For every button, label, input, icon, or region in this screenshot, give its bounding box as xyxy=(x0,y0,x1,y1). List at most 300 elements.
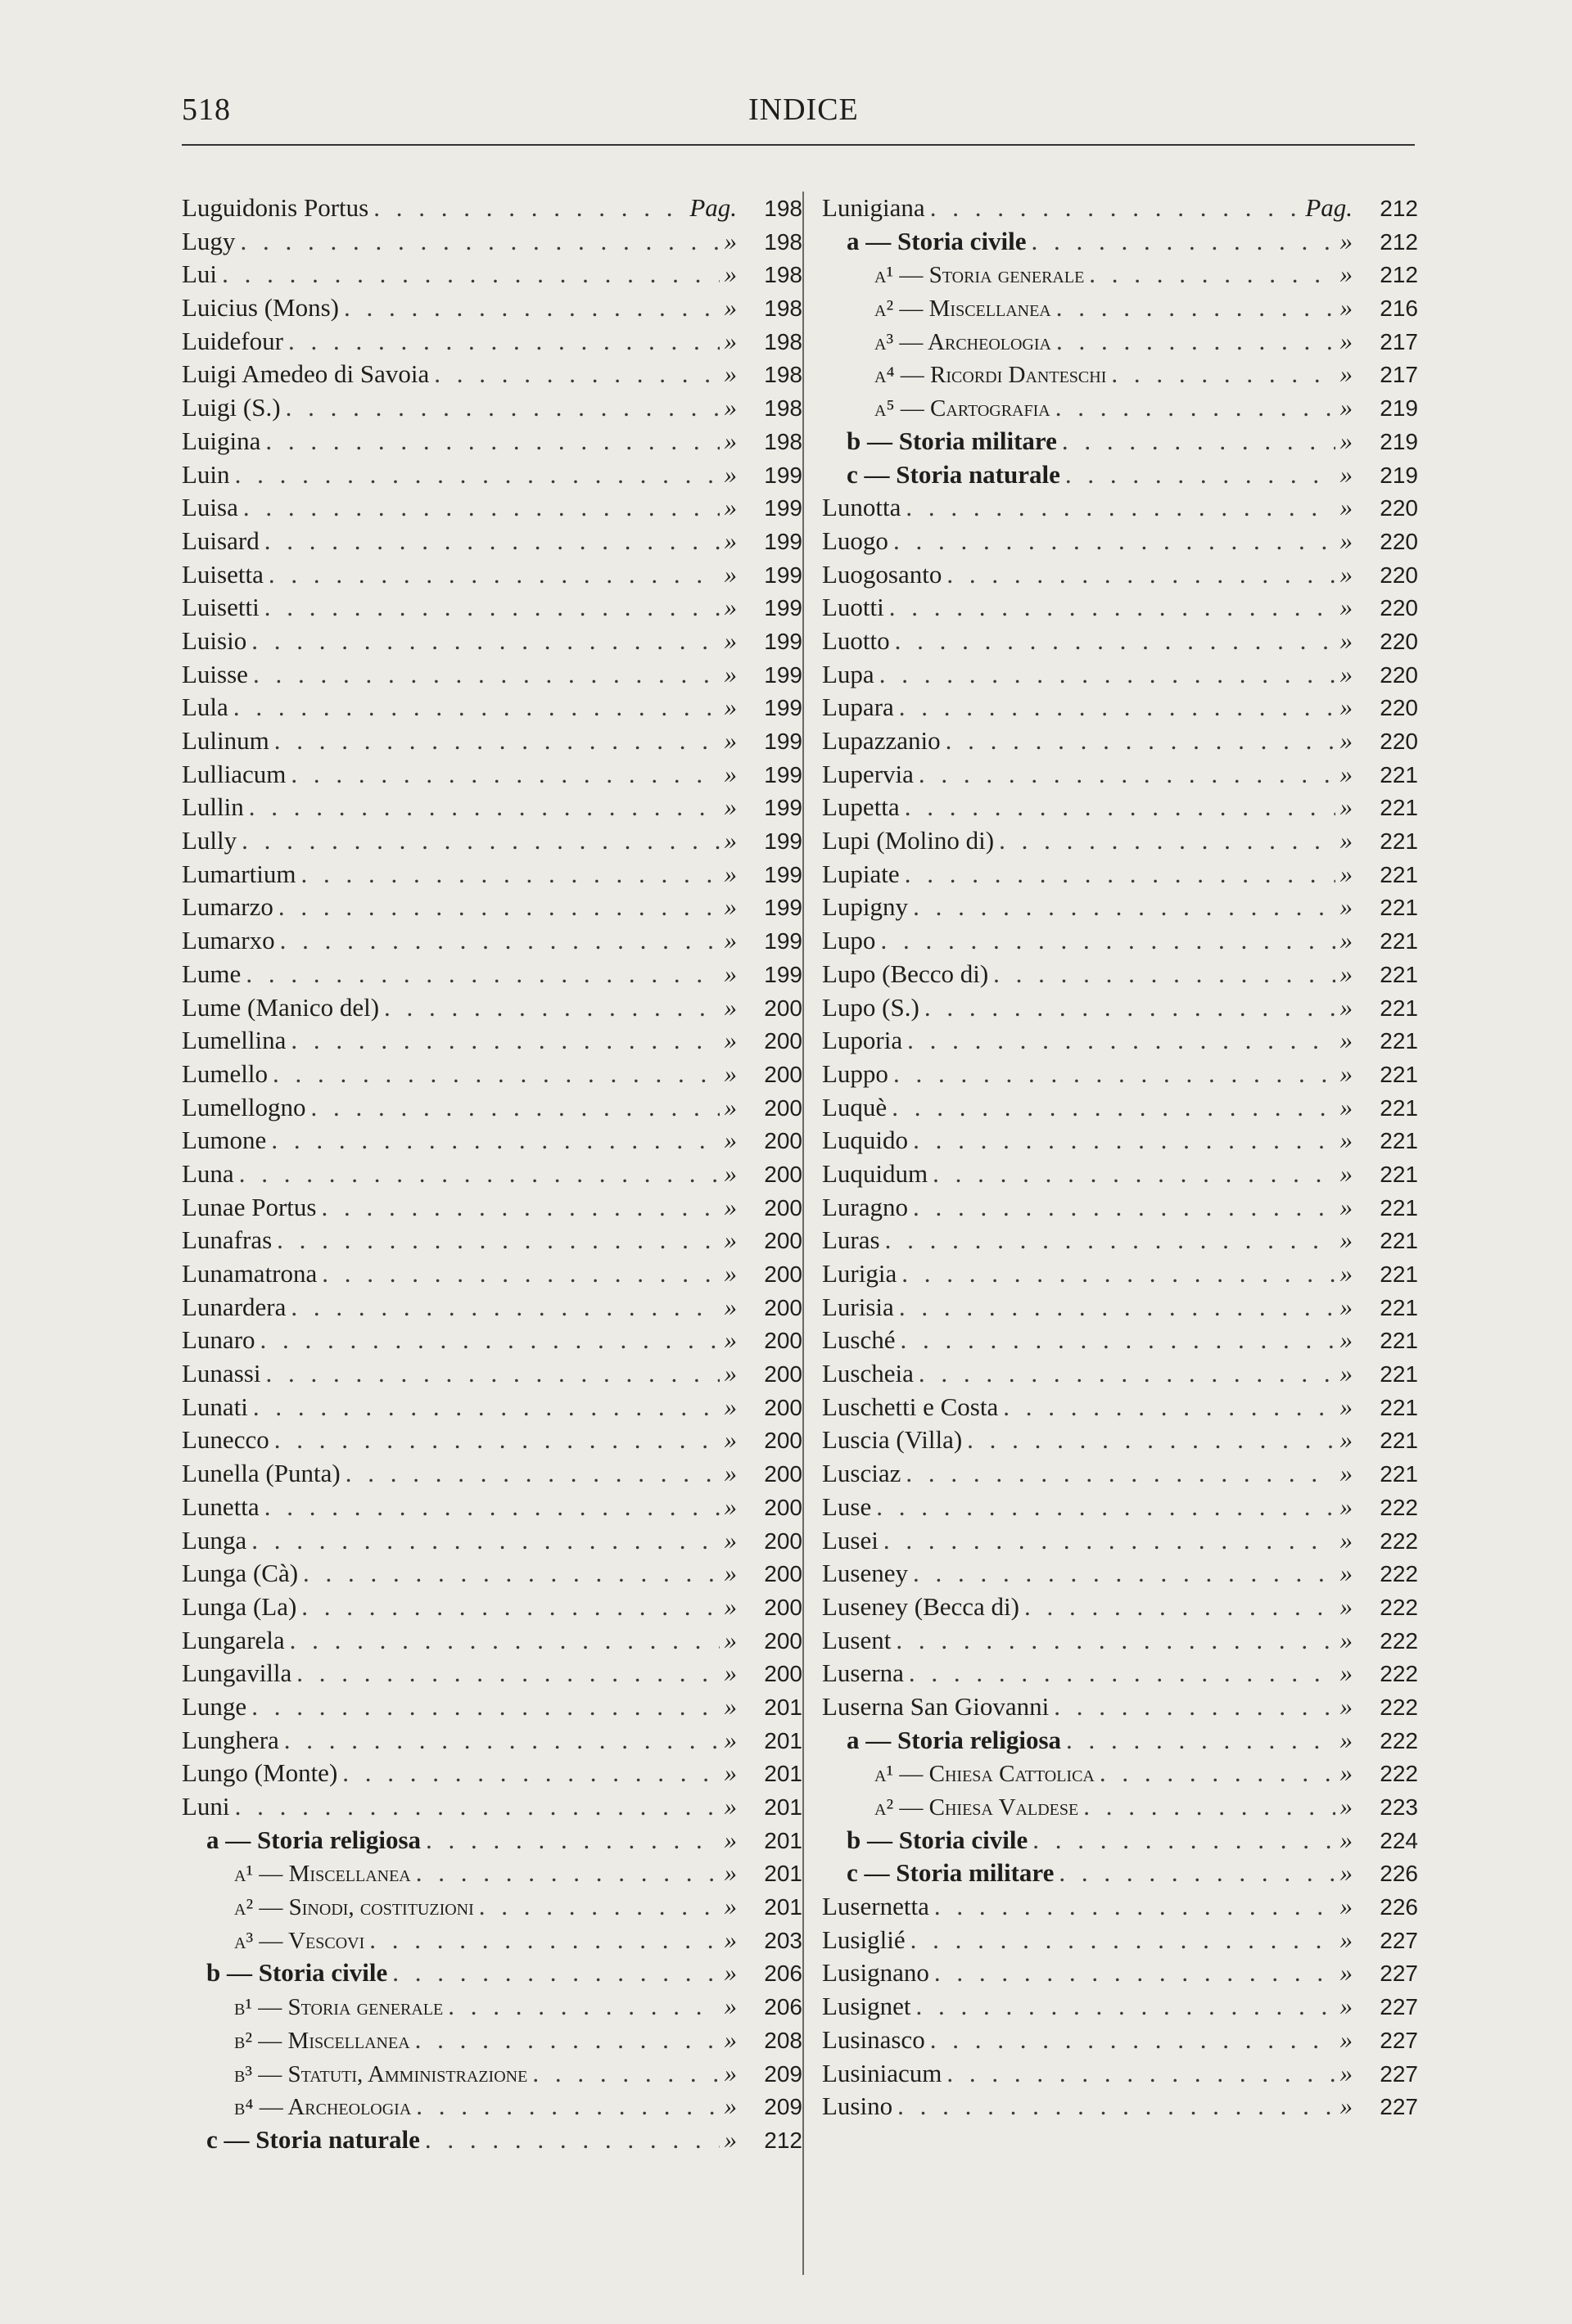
entry-page-number: 199 xyxy=(764,462,802,488)
entry-ref-mark: » xyxy=(724,1958,737,1988)
entry-label: Lupigny xyxy=(822,892,909,922)
entry-label: Lurisia xyxy=(822,1292,894,1321)
entry-label: a — Storia religiosa xyxy=(206,1825,422,1854)
entry-page-number: 221 xyxy=(1380,1261,1418,1287)
entry-label: Luisa xyxy=(182,493,238,522)
index-entry xyxy=(822,1058,1418,1091)
entry-label: a⁵ — Cartografia xyxy=(874,395,1050,422)
dot-leader xyxy=(283,325,720,359)
entry-page-number: 221 xyxy=(1380,1028,1418,1054)
entry-page-number: 200 xyxy=(764,1061,802,1087)
dot-leader xyxy=(246,1690,719,1724)
index-entry xyxy=(822,291,1418,325)
entry-page-number: 198 xyxy=(764,428,802,454)
entry-ref-mark: » xyxy=(1339,1725,1353,1754)
entry-label: Luschetti e Costa xyxy=(822,1392,999,1421)
index-entry xyxy=(182,691,802,724)
entry-page-number: 199 xyxy=(764,495,802,521)
entry-ref-mark: » xyxy=(1339,2024,1353,2054)
index-entry xyxy=(182,558,802,592)
entry-page-number: 199 xyxy=(764,628,802,654)
entry-label: Luogosanto xyxy=(822,559,942,589)
index-entry xyxy=(182,1424,802,1457)
entry-ref-mark: » xyxy=(1339,625,1353,655)
entry-ref-mark: » xyxy=(724,726,737,755)
dot-leader xyxy=(906,1924,1335,1957)
index-entry xyxy=(182,2123,802,2157)
index-entry xyxy=(182,1357,802,1391)
entry-ref-mark: » xyxy=(1339,393,1353,422)
index-entry xyxy=(822,1124,1418,1157)
entry-label: Luisse xyxy=(182,659,248,688)
entry-label: Luquidum xyxy=(822,1158,928,1188)
dot-leader xyxy=(387,1956,719,1990)
index-entry xyxy=(182,1157,802,1191)
dot-leader xyxy=(925,2024,1335,2057)
entry-label: Lusei xyxy=(822,1525,879,1555)
entry-page-number: 199 xyxy=(764,861,802,887)
entry-ref-mark: » xyxy=(1339,1491,1353,1521)
entry-page-number: 206 xyxy=(764,1994,802,2020)
index-entry xyxy=(182,791,802,824)
entry-page-number: 201 xyxy=(764,1794,802,1820)
dot-leader xyxy=(296,1591,719,1624)
entry-label: Lumartium xyxy=(182,859,296,888)
index-entry xyxy=(182,625,802,658)
entry-ref-mark: » xyxy=(724,1825,737,1854)
entry-ref-mark: » xyxy=(724,226,737,255)
entry-ref-mark: » xyxy=(724,892,737,922)
header-rule xyxy=(182,144,1415,146)
entry-label: a¹ — Storia generale xyxy=(874,262,1085,289)
dot-leader xyxy=(246,625,719,658)
entry-label: Lunotta xyxy=(822,493,901,522)
index-entry xyxy=(822,2024,1418,2057)
dot-leader xyxy=(1027,225,1335,259)
dot-leader xyxy=(896,1324,1335,1357)
entry-ref-mark: » xyxy=(724,1092,737,1121)
index-entry xyxy=(182,758,802,792)
entry-ref-mark: » xyxy=(1339,659,1353,688)
index-entry xyxy=(182,1224,802,1257)
dot-leader xyxy=(880,1224,1335,1257)
index-entry xyxy=(182,1690,802,1724)
dot-leader xyxy=(1060,458,1335,492)
dot-leader xyxy=(264,558,720,592)
entry-ref-mark: » xyxy=(724,1691,737,1721)
entry-label: Lusent xyxy=(822,1625,892,1654)
entry-label: b⁴ — Archeologia xyxy=(234,2094,412,2121)
entry-page-number: 199 xyxy=(764,528,802,554)
index-entry xyxy=(182,1657,802,1690)
entry-label: Luquè xyxy=(822,1092,888,1121)
dot-leader xyxy=(286,1291,719,1324)
entry-ref-mark: » xyxy=(724,693,737,722)
entry-ref-mark: » xyxy=(724,259,737,289)
dot-leader xyxy=(285,1624,720,1658)
index-entry xyxy=(182,1058,802,1091)
entry-label: Lunga (La) xyxy=(182,1591,297,1621)
entry-ref-mark: » xyxy=(1339,293,1353,323)
dot-leader xyxy=(892,2090,1335,2123)
entry-label: Lupazzanio xyxy=(822,726,941,755)
entry-ref-mark: » xyxy=(1339,693,1353,722)
page-number: 518 xyxy=(182,93,231,127)
index-entry xyxy=(822,1191,1418,1225)
entry-ref-mark: » xyxy=(1339,1892,1353,1921)
entry-label: Lume xyxy=(182,959,242,988)
dot-leader xyxy=(281,391,720,425)
entry-label: Lumone xyxy=(182,1126,267,1155)
dot-leader xyxy=(368,192,684,225)
entry-page-number: 200 xyxy=(764,1627,802,1654)
dot-leader xyxy=(891,1624,1335,1658)
entry-ref-mark: » xyxy=(1339,526,1353,555)
dot-leader xyxy=(260,425,719,458)
entry-label: a¹ — Miscellanea xyxy=(234,1861,411,1888)
entry-label: Lusernetta xyxy=(822,1892,929,1921)
dot-leader xyxy=(879,1524,1335,1558)
entry-ref-mark: » xyxy=(1339,359,1353,389)
index-entry xyxy=(182,991,802,1025)
index-entry xyxy=(822,1990,1418,2024)
entry-ref-mark: » xyxy=(1339,826,1353,855)
entry-page-number: 201 xyxy=(764,1761,802,1787)
dot-leader xyxy=(230,458,720,492)
dot-leader xyxy=(901,491,1335,525)
entry-page-number: 199 xyxy=(764,928,802,954)
entry-page-number: 200 xyxy=(764,1661,802,1687)
entry-label: Luogo xyxy=(822,526,888,555)
index-entry xyxy=(182,291,802,325)
index-entry xyxy=(822,1624,1418,1658)
index-entry xyxy=(822,258,1418,291)
entry-ref-mark: » xyxy=(1339,792,1353,822)
dot-leader xyxy=(942,558,1335,592)
entry-label: Lully xyxy=(182,826,237,855)
entry-label: Luna xyxy=(182,1158,234,1188)
entry-page-number: 221 xyxy=(1380,1228,1418,1254)
entry-page-number: 198 xyxy=(764,228,802,255)
index-entry xyxy=(822,1357,1418,1391)
entry-page-number: 200 xyxy=(764,1194,802,1221)
entry-ref-mark: » xyxy=(1339,1158,1353,1188)
entry-page-number: 221 xyxy=(1380,1094,1418,1121)
entry-ref-mark: » xyxy=(724,1359,737,1388)
entry-ref-mark: » xyxy=(724,1758,737,1788)
entry-page-number: 199 xyxy=(764,828,802,855)
entry-ref-mark: » xyxy=(1339,1126,1353,1155)
entry-page-number: 221 xyxy=(1380,1128,1418,1154)
dot-leader xyxy=(379,991,719,1025)
index-entry xyxy=(182,1091,802,1125)
index-entry xyxy=(822,1591,1418,1624)
entry-page-number: 200 xyxy=(764,995,802,1021)
entry-label: Luse xyxy=(822,1491,872,1521)
index-entry xyxy=(822,1890,1418,1924)
dot-leader xyxy=(306,1091,720,1125)
index-entry xyxy=(182,1824,802,1857)
index-entry xyxy=(822,1724,1418,1758)
index-entry xyxy=(822,1257,1418,1291)
entry-label: Lunetta xyxy=(182,1491,260,1521)
entry-label: Lupervia xyxy=(822,759,914,788)
entry-ref-mark: » xyxy=(1339,1992,1353,2021)
dot-leader xyxy=(286,758,719,792)
entry-page-number: 222 xyxy=(1380,1661,1418,1687)
entry-ref-mark: » xyxy=(1339,459,1353,489)
entry-ref-mark: » xyxy=(724,659,737,688)
entry-ref-mark: » xyxy=(1339,1825,1353,1854)
entry-ref-mark: » xyxy=(724,959,737,988)
dot-leader xyxy=(1051,291,1335,325)
dot-leader xyxy=(474,1890,720,1924)
dot-leader xyxy=(273,891,720,924)
entry-page-number: 200 xyxy=(764,1361,802,1388)
column-divider xyxy=(802,192,804,2275)
entry-label: Luisard xyxy=(182,526,260,555)
entry-label: b² — Miscellanea xyxy=(234,2027,410,2054)
index-entry xyxy=(822,358,1418,391)
entry-page-number: 199 xyxy=(764,695,802,721)
entry-label: Lurigia xyxy=(822,1259,897,1288)
index-entry xyxy=(822,591,1418,625)
dot-leader xyxy=(1095,1757,1335,1790)
entry-ref-mark: » xyxy=(724,1491,737,1521)
dot-leader xyxy=(260,591,720,625)
dot-leader xyxy=(286,1024,719,1058)
entry-label: a² — Miscellanea xyxy=(874,296,1051,323)
entry-label: Luotto xyxy=(822,625,890,655)
entry-ref-mark: » xyxy=(724,1225,737,1255)
dot-leader xyxy=(1049,1690,1335,1724)
entry-page-number: 222 xyxy=(1380,1694,1418,1720)
entry-ref-mark: » xyxy=(724,1425,737,1455)
entry-page-number: 200 xyxy=(764,1528,802,1554)
entry-ref-mark: » xyxy=(1339,2092,1353,2121)
entry-ref-mark: » xyxy=(1339,1658,1353,1688)
entry-label: Lusché xyxy=(822,1325,896,1355)
entry-label: Lupo (Becco di) xyxy=(822,959,989,988)
dot-leader xyxy=(341,1457,720,1491)
dot-leader xyxy=(238,491,720,525)
entry-page-number: 227 xyxy=(1380,2094,1418,2120)
entry-label: Lunamatrona xyxy=(182,1259,318,1288)
dot-leader xyxy=(241,958,719,991)
entry-page-number: 221 xyxy=(1380,1428,1418,1454)
entry-label: Lusignet xyxy=(822,1992,911,2021)
entry-ref-mark: » xyxy=(724,1459,737,1488)
dot-leader xyxy=(894,1291,1335,1324)
entry-ref-mark: » xyxy=(1339,992,1353,1022)
dot-leader xyxy=(411,2090,719,2123)
entry-page-number: 199 xyxy=(764,562,802,588)
entry-label: Luporia xyxy=(822,1026,903,1055)
index-entry xyxy=(182,1890,802,1924)
entry-page-number: 198 xyxy=(764,362,802,388)
dot-leader xyxy=(1106,358,1335,391)
entry-label: a¹ — Chiesa Cattolica xyxy=(874,1761,1095,1788)
entry-page-number: 221 xyxy=(1380,1194,1418,1221)
entry-label: Lumarxo xyxy=(182,926,275,955)
entry-page-number: 208 xyxy=(764,2027,802,2053)
entry-page-number: 198 xyxy=(764,395,802,422)
entry-ref-mark: » xyxy=(724,1259,737,1288)
entry-label: Lumellogno xyxy=(182,1092,306,1121)
entry-label: Lunecco xyxy=(182,1425,269,1455)
entry-page-number: 222 xyxy=(1380,1727,1418,1753)
index-entry xyxy=(182,858,802,891)
dot-leader xyxy=(260,1357,719,1391)
entry-label: Lunafras xyxy=(182,1225,273,1255)
entry-ref-mark: » xyxy=(1339,1591,1353,1621)
index-entry xyxy=(182,1024,802,1058)
entry-label: a — Storia religiosa xyxy=(847,1725,1062,1754)
entry-page-number: 199 xyxy=(764,895,802,921)
entry-ref-mark: » xyxy=(1339,1259,1353,1288)
entry-ref-mark: Pag. xyxy=(1305,193,1353,222)
dot-leader xyxy=(443,1990,719,2024)
entry-label: b¹ — Storia generale xyxy=(234,1994,444,2021)
entry-ref-mark: » xyxy=(724,1792,737,1821)
index-entry xyxy=(182,2024,802,2057)
entry-label: Lunella (Punta) xyxy=(182,1459,341,1488)
entry-page-number: 199 xyxy=(764,761,802,787)
entry-page-number: 227 xyxy=(1380,1927,1418,1953)
entry-page-number: 220 xyxy=(1380,528,1418,554)
dot-leader xyxy=(998,1391,1335,1424)
entry-page-number: 200 xyxy=(764,1128,802,1154)
index-entry xyxy=(182,358,802,391)
entry-label: Lulinum xyxy=(182,726,269,755)
entry-label: c — Storia naturale xyxy=(206,2124,420,2154)
entry-label: Luguidonis Portus xyxy=(182,193,369,222)
entry-page-number: 223 xyxy=(1380,1794,1418,1820)
entry-ref-mark: » xyxy=(724,1892,737,1921)
dot-leader xyxy=(1019,1591,1335,1624)
entry-ref-mark: » xyxy=(724,1858,737,1888)
dot-leader xyxy=(894,691,1335,724)
dot-leader xyxy=(1054,1857,1335,1890)
entry-ref-mark: » xyxy=(1339,1392,1353,1421)
entry-ref-mark: » xyxy=(1339,1325,1353,1355)
index-entry xyxy=(182,1491,802,1524)
entry-page-number: 221 xyxy=(1380,1461,1418,1487)
entry-label: Lusiniacum xyxy=(822,2058,942,2087)
entry-page-number: 217 xyxy=(1380,362,1418,388)
dot-leader xyxy=(266,1124,719,1157)
entry-ref-mark: » xyxy=(724,859,737,888)
entry-label: Lunaro xyxy=(182,1325,255,1355)
entry-label: Lupi (Molino di) xyxy=(822,826,995,855)
index-entry xyxy=(822,1457,1418,1491)
entry-page-number: 217 xyxy=(1380,328,1418,354)
entry-page-number: 221 xyxy=(1380,995,1418,1021)
entry-page-number: 200 xyxy=(764,1161,802,1187)
index-entry xyxy=(822,558,1418,592)
entry-page-number: 220 xyxy=(1380,695,1418,721)
index-entry xyxy=(822,758,1418,792)
entry-ref-mark: » xyxy=(1339,1691,1353,1721)
index-entry xyxy=(182,1924,802,1957)
dot-leader xyxy=(248,658,720,692)
entry-page-number: 219 xyxy=(1380,462,1418,488)
entry-label: Lusiglié xyxy=(822,1925,906,1954)
entry-page-number: 200 xyxy=(764,1028,802,1054)
dot-leader xyxy=(244,791,720,824)
entry-label: Lunardera xyxy=(182,1292,287,1321)
index-entry xyxy=(822,958,1418,991)
dot-leader xyxy=(337,1757,719,1790)
entry-page-number: 227 xyxy=(1380,1994,1418,2020)
entry-label: Lusciaz xyxy=(822,1459,901,1488)
entry-label: Lupara xyxy=(822,693,894,722)
entry-page-number: 201 xyxy=(764,1861,802,1887)
index-entry xyxy=(822,1790,1418,1824)
index-entry xyxy=(182,591,802,625)
dot-leader xyxy=(929,1956,1335,1990)
entry-ref-mark: » xyxy=(1339,859,1353,888)
entry-page-number: 220 xyxy=(1380,495,1418,521)
entry-ref-mark: » xyxy=(724,2092,737,2121)
dot-leader xyxy=(884,591,1335,625)
entry-page-number: 220 xyxy=(1380,562,1418,588)
index-entry xyxy=(822,658,1418,692)
dot-leader xyxy=(429,358,719,391)
entry-ref-mark: » xyxy=(1339,493,1353,522)
index-entry xyxy=(182,192,802,225)
entry-page-number: 224 xyxy=(1380,1827,1418,1853)
entry-page-number: 201 xyxy=(764,1727,802,1753)
entry-page-number: 200 xyxy=(764,1594,802,1620)
dot-leader xyxy=(248,1391,720,1424)
entry-ref-mark: » xyxy=(724,1725,737,1754)
entry-ref-mark: » xyxy=(724,992,737,1022)
dot-leader xyxy=(925,192,1301,225)
entry-page-number: 222 xyxy=(1380,1494,1418,1520)
entry-ref-mark: » xyxy=(724,1192,737,1221)
entry-page-number: 226 xyxy=(1380,1861,1418,1887)
entry-label: Luseney (Becca di) xyxy=(822,1591,1019,1621)
index-entry xyxy=(822,225,1418,259)
entry-page-number: 221 xyxy=(1380,928,1418,954)
entry-label: Lungavilla xyxy=(182,1658,292,1688)
dot-leader xyxy=(1061,1724,1335,1758)
index-entry xyxy=(182,1591,802,1624)
index-entry xyxy=(182,525,802,558)
index-entry xyxy=(182,325,802,359)
dot-leader xyxy=(874,658,1335,692)
index-entry xyxy=(822,325,1418,359)
dot-leader xyxy=(908,891,1335,924)
dot-leader xyxy=(339,291,719,325)
dot-leader xyxy=(260,1491,720,1524)
entry-page-number: 199 xyxy=(764,729,802,754)
entry-ref-mark: » xyxy=(1339,726,1353,755)
index-entry xyxy=(182,1457,802,1491)
index-entry xyxy=(182,2090,802,2123)
entry-ref-mark: » xyxy=(724,1925,737,1954)
dot-leader xyxy=(875,924,1335,958)
entry-label: a² — Sinodi, costituzioni xyxy=(234,1894,474,1921)
dot-leader xyxy=(269,724,720,758)
entry-label: Luppo xyxy=(822,1058,888,1088)
entry-ref-mark: » xyxy=(724,1292,737,1321)
entry-ref-mark: » xyxy=(724,2024,737,2054)
entry-page-number: 221 xyxy=(1380,828,1418,855)
entry-page-number: 222 xyxy=(1380,1528,1418,1554)
index-entry xyxy=(822,924,1418,958)
